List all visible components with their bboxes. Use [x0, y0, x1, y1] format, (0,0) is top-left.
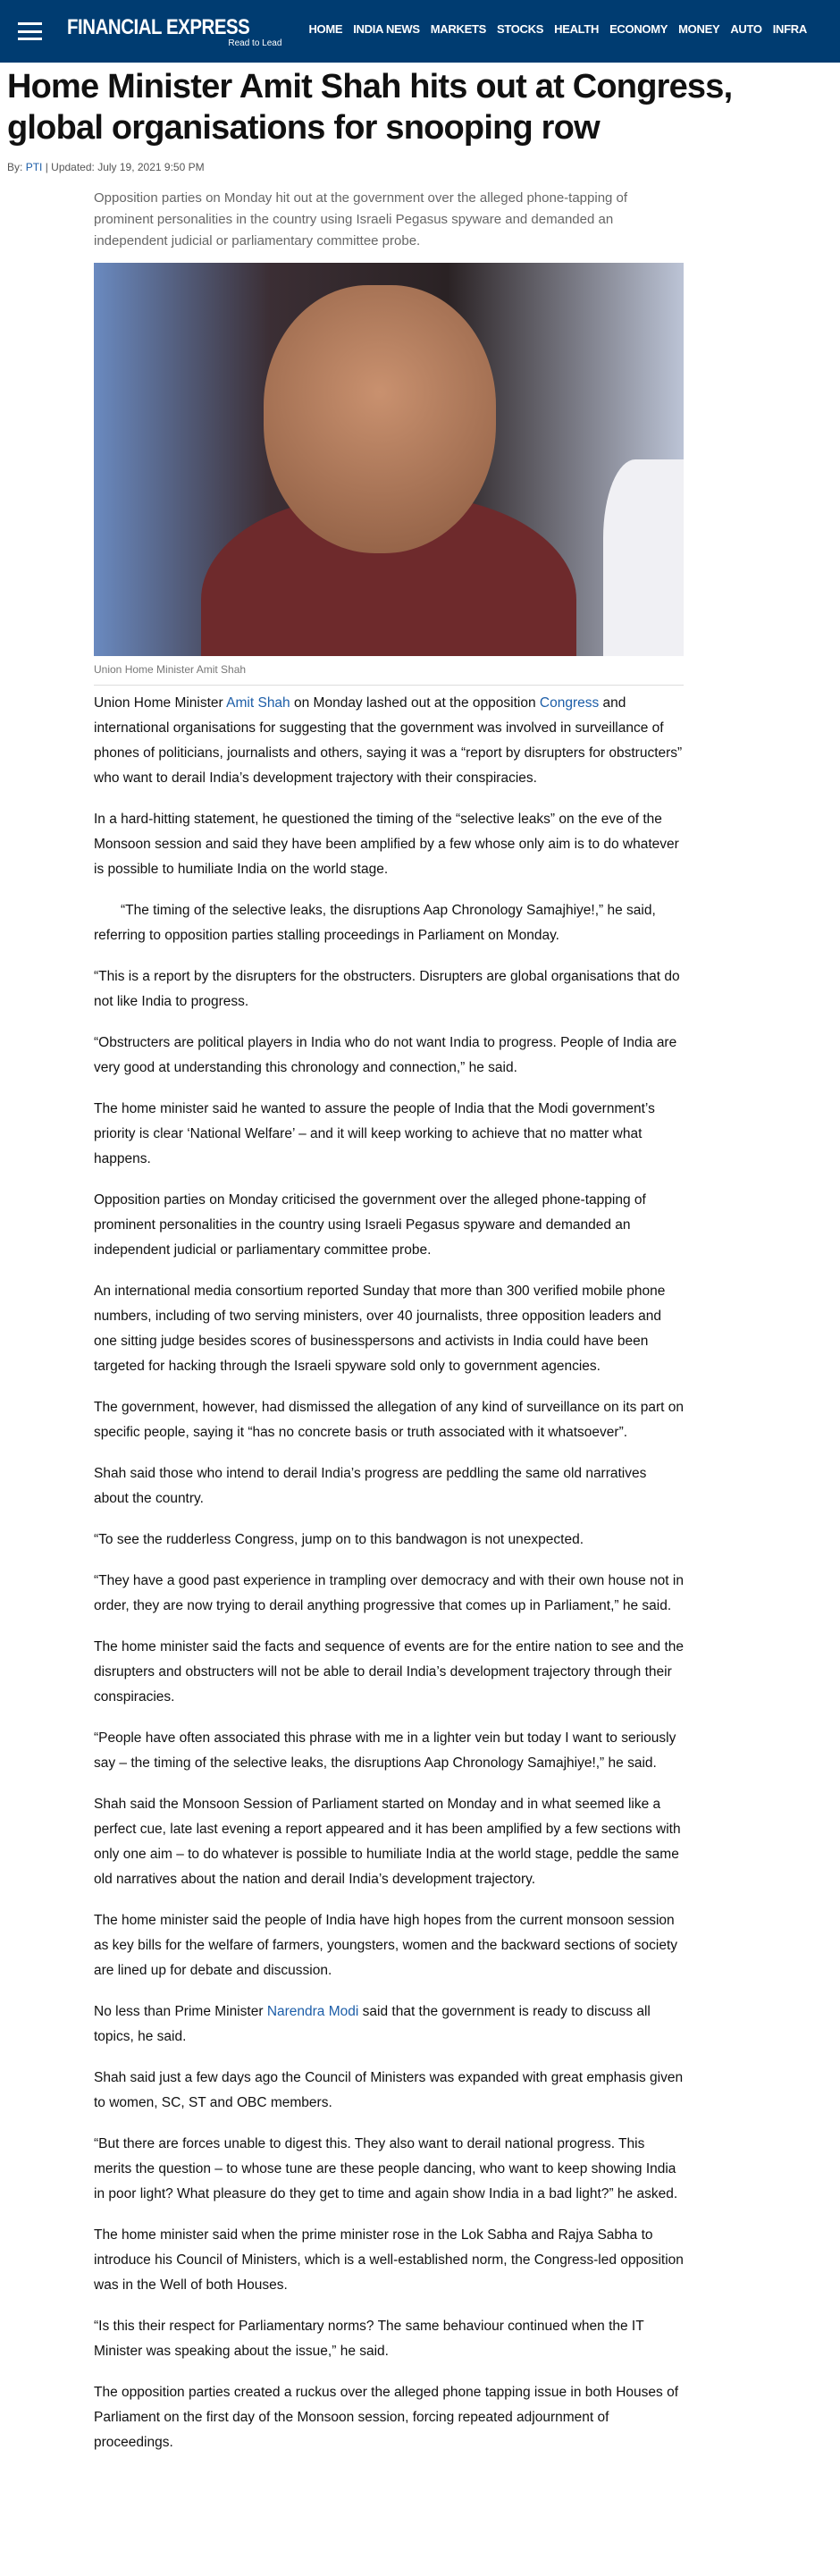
nav-health[interactable]: HEALTH — [554, 21, 600, 36]
nav-markets[interactable]: MARKETS — [430, 21, 486, 36]
nav-home[interactable]: HOME — [308, 21, 343, 36]
nav-economy[interactable]: ECONOMY — [609, 21, 668, 36]
nav-money[interactable]: MONEY — [678, 21, 720, 36]
by-label: By: — [7, 161, 23, 173]
paragraph: The home minister said he wanted to assure the people of India that the Modi government’s priority is clear ‘National Welfare’ – and it will keep working to achieve that no matter what happens. — [94, 1101, 655, 1166]
article-body — [94, 691, 684, 2455]
menu-icon[interactable] — [18, 22, 42, 40]
paragraph: An international media consortium reported Sunday that more than 300 verified mobile phone numbers, including of two serving ministers, over 40 journalists, three opposition leaders and one sitting judge besides scores of businesspersons and activists in India could have been targeted for hacking through the Israeli spyware sold only to government agencies. — [94, 1284, 666, 1374]
nav-auto[interactable]: AUTO — [730, 21, 762, 36]
amit-shah-link[interactable]: Amit Shah — [226, 695, 290, 711]
paragraph: Shah said the Monsoon Session of Parliament started on Monday and in what seemed like a perfect cue, late last evening a report appeared and it has been amplified by a few sections with only one aim – to do whatever is possible to humiliate India at the world stage, peddle the same old narratives about the nation and derail India’s development trajectory. — [94, 1797, 681, 1887]
paragraph: “People have often associated this phrase with me in a lighter vein but today I want to seriously say – the timing of the selective leaks, the disruptions Aap Chronology Samajhiye!,” he said. — [94, 1730, 676, 1771]
paragraph: Shah said those who intend to derail India’s progress are peddling the same old narratives about the country. — [94, 1466, 647, 1506]
paragraph: The home minister said the facts and sequence of events are for the entire nation to see and the disrupters and obstructers will not be able to derail India’s development trajectory through their conspiracies. — [94, 1639, 685, 1705]
paragraph: No less than Prime Minister Narendra Modi said that the government is ready to discuss all topics, he said. — [94, 2004, 651, 2044]
article-title: Home Minister Amit Shah hits out at Congress, global organisations for snooping row — [7, 68, 733, 147]
article-photo — [94, 263, 684, 656]
nav-infra[interactable]: INFRA — [772, 21, 807, 36]
paragraph: “To see the rudderless Congress, jump on to this bandwagon is not unexpected. — [94, 1532, 584, 1547]
byline — [0, 148, 840, 173]
paragraph: The government, however, had dismissed the allegation of any kind of surveillance on its part on specific people, saying it “has no concrete basis or truth associated with it whatsoever”. — [94, 1400, 684, 1440]
updated-time: | Updated: July 19, 2021 9:50 PM — [45, 161, 205, 173]
site-header — [0, 0, 840, 63]
paragraph: Shah said just a few days ago the Council of Ministers was expanded with great emphasis given to women, SC, ST and OBC members. — [94, 2070, 684, 2110]
logo-tagline: Read to Lead — [228, 38, 282, 48]
main-nav — [308, 22, 807, 36]
paragraph: The opposition parties created a ruckus over the alleged phone tapping issue in both Houses of Parliament on the first day of the Monsoon session, forcing repeated adjournment of proceedings. — [94, 2385, 679, 2450]
site-logo[interactable] — [67, 15, 281, 48]
paragraph: “Is this their respect for Parliamentary norms? The same behaviour continued when the IT Minister was speaking about the issue,” he said. — [94, 2319, 644, 2359]
logo-text: FINANCIAL EXPRESS — [67, 14, 250, 39]
paragraph: Opposition parties on Monday criticised the government over the alleged phone-tapping of prominent personalities in the country using Israeli Pegasus spyware and demanded an independent judicial or parliamentary committee probe. — [94, 1192, 646, 1258]
author-link[interactable]: PTI — [25, 161, 43, 173]
nav-stocks[interactable]: STOCKS — [496, 21, 544, 36]
paragraph: In a hard-hitting statement, he questioned the timing of the “selective leaks” on the eve of the Monsoon session and said they have been amplified by a few whose only aim is to do whatever is possible to humiliate India on the world stage. — [94, 812, 679, 877]
narendra-modi-link[interactable]: Narendra Modi — [266, 2004, 359, 2019]
nav-india-news[interactable]: INDIA NEWS — [353, 21, 420, 36]
paragraph: “But there are forces unable to digest this. They also want to derail national progress. This merits the question – to whose tune are these people dancing, who want to keep showing India in poor light? What pleasure do they get to time and again show India in a bad light?” he asked. — [94, 2136, 678, 2201]
paragraph: “This is a report by the disrupters for the obstructers. Disrupters are global organisations that do not like India to progress. — [94, 969, 680, 1009]
paragraph: Union Home Minister Amit Shah on Monday lashed out at the opposition Congress and international organisations for suggesting that the government was involved in surveillance of phones of politicians, journalists and others, saying it was a “report by disrupters for obstructers” who want to derail India’s development trajectory with their conspiracies. — [94, 695, 683, 786]
paragraph: The home minister said the people of India have high hopes from the current monsoon session as key bills for the welfare of farmers, youngsters, women and the backward sections of society are lined up for debate and discussion. — [94, 1913, 678, 1978]
paragraph: The home minister said when the prime minister rose in the Lok Sabha and Rajya Sabha to introduce his Council of Ministers, which is a well-established norm, the Congress-led opposition was in the Well of both Houses. — [94, 2227, 684, 2293]
photo-caption: Union Home Minister Amit Shah — [94, 663, 684, 686]
congress-link[interactable]: Congress — [539, 695, 600, 711]
paragraph: “Obstructers are political players in India who do not want India to progress. People of India are very good at understanding this chronology and connection,” he said. — [94, 1035, 677, 1075]
paragraph: “They have a good past experience in trampling over democracy and with their own house not in order, they are now trying to derail anything progressive that comes up in Parliament,” he said. — [94, 1573, 684, 1613]
paragraph: “The timing of the selective leaks, the disruptions Aap Chronology Samajhiye!,” he said, referring to opposition parties stalling proceedings in Parliament on Monday. — [94, 903, 656, 943]
article-summary: Opposition parties on Monday hit out at the government over the alleged phone-tapping of prominent personalities in the country using Israeli Pegasus spyware and demanded an independent judicial or parliamentary committee probe. — [94, 190, 628, 248]
